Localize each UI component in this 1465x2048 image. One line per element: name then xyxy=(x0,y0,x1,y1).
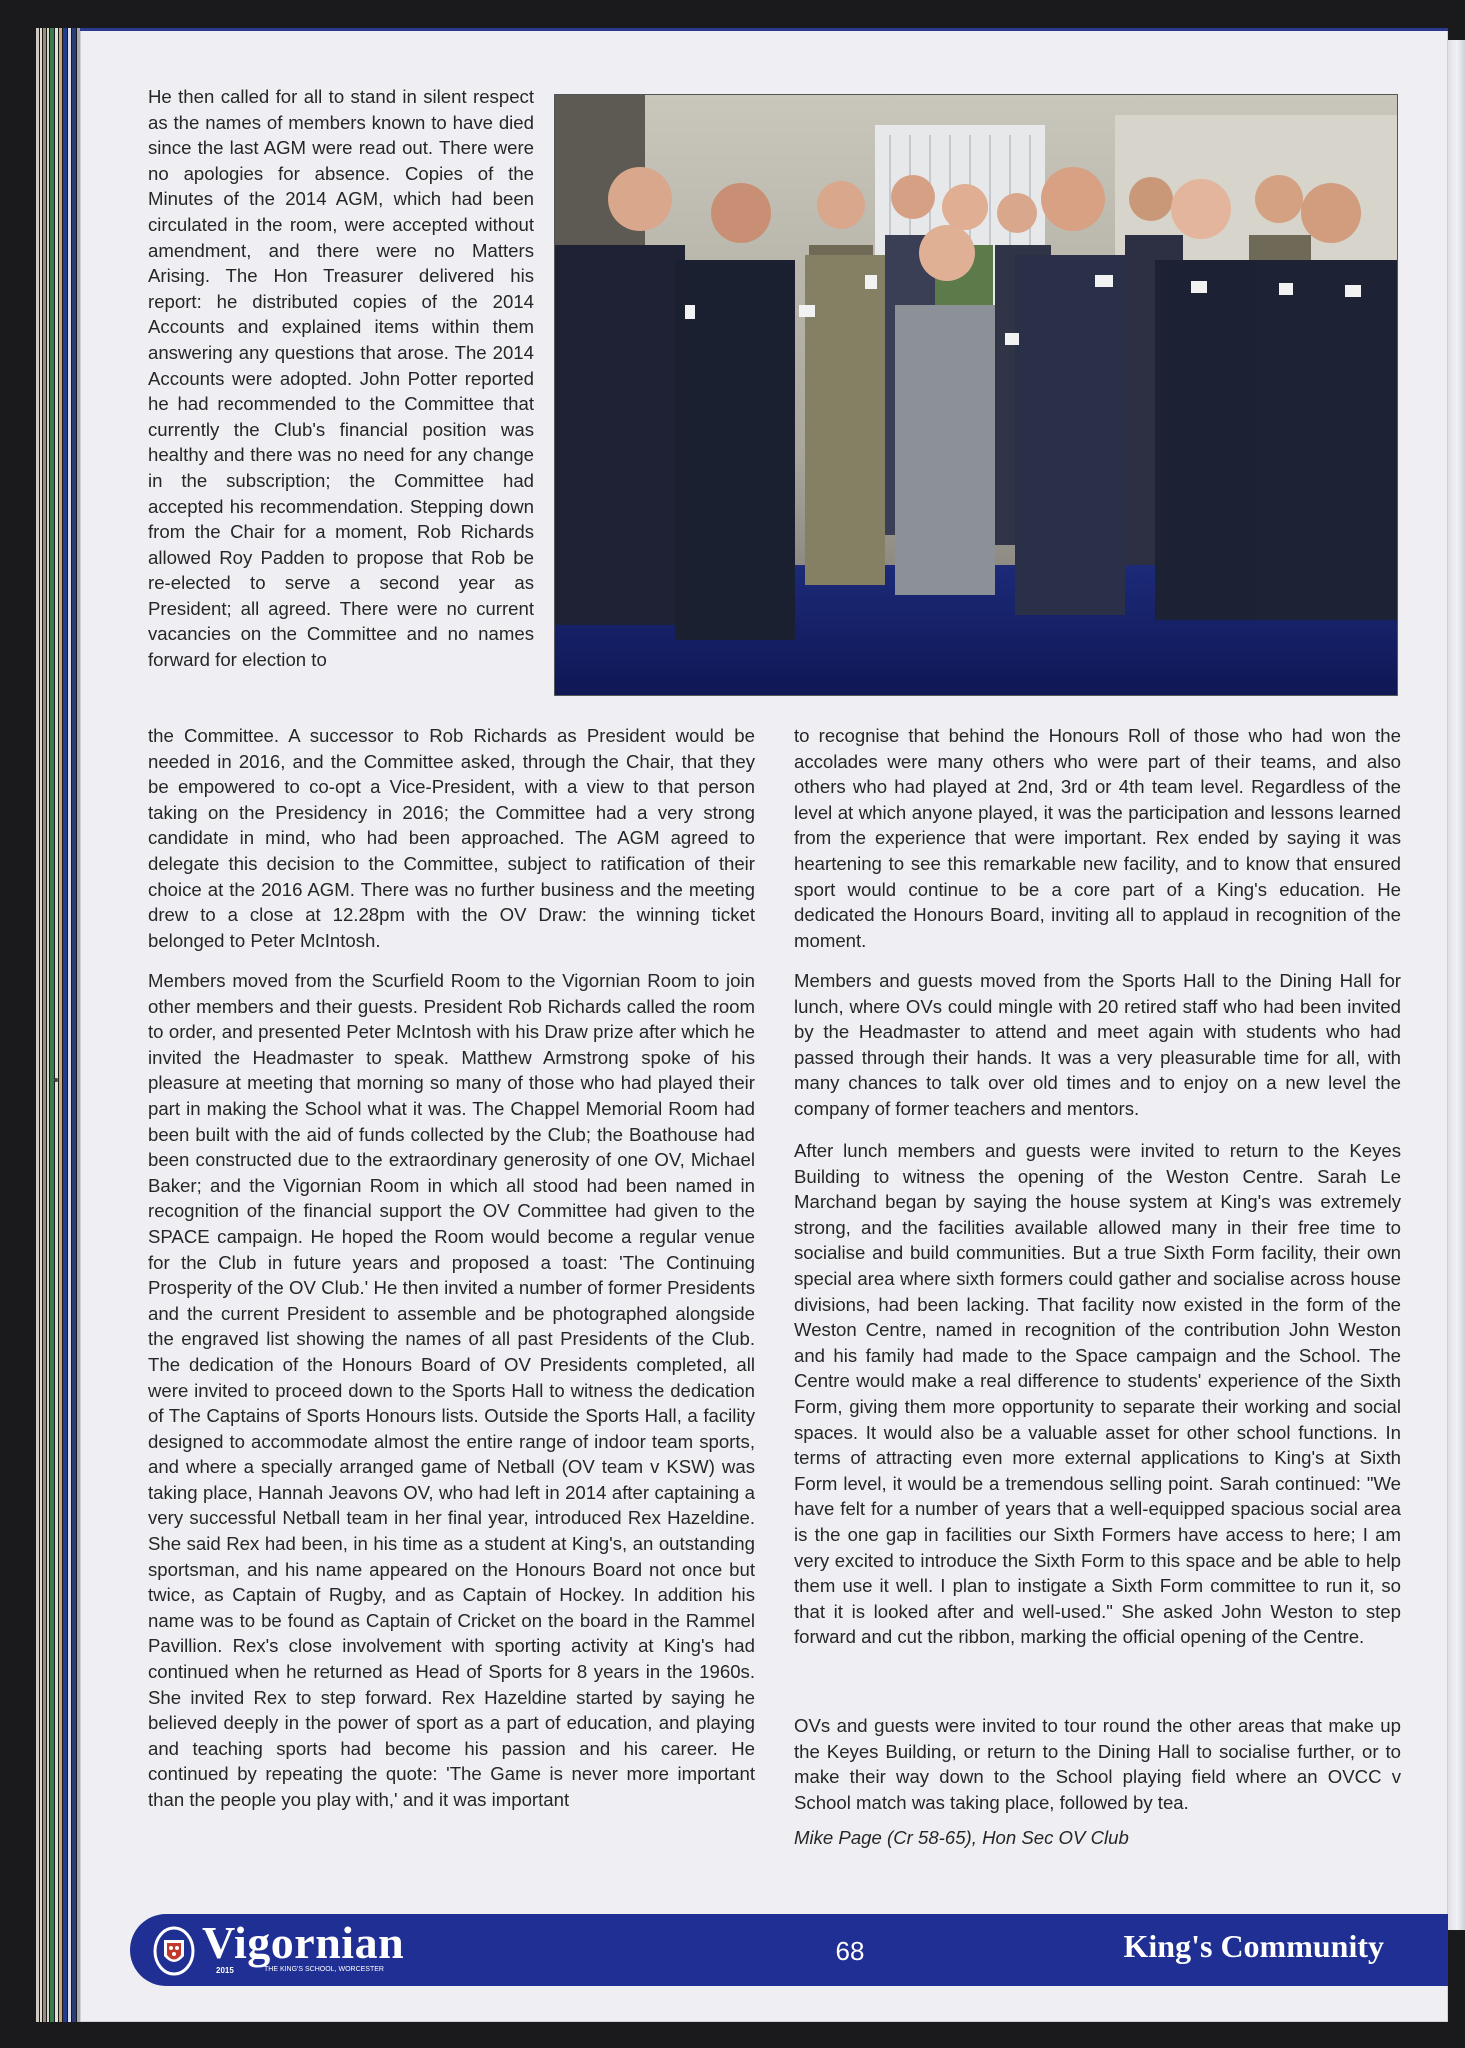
page-curl xyxy=(1445,40,1465,1930)
book-page-edges xyxy=(36,28,84,2022)
section-title: King's Community xyxy=(1123,1928,1384,1964)
paragraph-committee-succession: the Committee. A successor to Rob Richards as President would be needed in 2016, and the Committee asked, through the Chair, that they be empowered to co-opt a Vice-President, with a view to that person taking on the Presidency in 2016; the Committee had a very strong candidate in mind, who had been approached. The AGM agreed to delegate this decision to the Committee, subject to ratification of their choice at the 2016 AGM. There was no further business and the meeting drew to a close at 12.28pm with the OV Draw: the winning ticket belonged to Peter McIntosh. xyxy=(148,725,755,951)
top-rule xyxy=(80,28,1448,31)
paragraph-vigornian-room: Members moved from the Scurfield Room to the Vigornian Room to join other members and their guests. President Rob Richards called the room to order, and presented Peter McIntosh with his Draw prize after which he invited the Headmaster to speak. Matthew Armstrong spoke of his pleasure at meeting that morning so many of those who had played their part in making the School what it was. The Chappel Memorial Room had been built with the aid of funds collected by the Club; the Boathouse had been constructed due to the extraordinary generosity of one OV, Michael Baker; and the Vigornian Room in which all stood had been named in recognition of the financial support the OV Committee had given to the SPACE campaign. He hoped the Room would become a regular venue for the Club in future years and proposed a toast: 'The Continuing Prosperity of the OV Club.' He then invited a number of former Presidents and the current President to assemble and be photographed alongside the engraved list showing the names of all past Presidents of the Club. The dedication of the Honours Board of OV Presidents completed, all were invited to proceed down to the Sports Hall to witness the dedication of The Captains of Sports Honours lists. Outside the Sports Hall, a facility designed to accommodate almost the entire range of indoor team sports, and where a specially arranged game of Netball (OV team v KSW) was taking place, Hannah Jeavons OV, who had left in 2014 after captaining a very successful Netball team in her final year, introduced Rex Hazeldine. She said Rex had been, in his time as a student at King's, an outstanding sportsman, and his name appeared on the Honours Board not once but twice, as Captain of Rugby, and as Captain of Hockey. In addition his name was to be found as Captain of Cricket on the board in the Rammel Pavillion. Rex's close involvement with sporting activity at King's had continued when he returned as Head of Sports for 8 years in the 1960s. She invited Rex to step forward. Rex Hazeldine started by saying he believed deeply in the power of sport as a part of education, and playing and teaching sports had become his passion and his career. He continued by repeating the quote: 'The Game is never more important than the people you play with,' and it was important xyxy=(148,970,755,1810)
dust-speck xyxy=(54,1078,58,1082)
paragraph-agm-proceedings: He then called for all to stand in silent respect as the names of members known to have died since the last AGM were read out. There were no apologies for absence. Copies of the Minutes of the 2014 AGM, which had been circulated in the room, were accepted without amendment, and there were no Matters Arising. The Hon Treasurer delivered his report: he distributed copies of the 2014 Accounts and explained items within them answering any questions that arose. The 2014 Accounts were adopted. John Potter reported he had recommended to the Committee that currently the Club's financial position was healthy and there was no need for any change in the subscription; the Committee had accepted his recommendation. Stepping down from the Chair for a moment, Rob Richards allowed Roy Padden to propose that Rob be re-elected to serve a second year as President; all agreed. There were no current vacancies on the Committee and no names forward for election to xyxy=(148,86,534,671)
school-crest-icon xyxy=(152,1926,196,1976)
logo-subtitle: THE KING'S SCHOOL, WORCESTER xyxy=(264,1966,384,1973)
logo-year: 2015 xyxy=(216,1966,234,1975)
magazine-page xyxy=(80,28,1448,2022)
paragraph-weston-centre: After lunch members and guests were invited to return to the Keyes Building to witness the opening of the Weston Centre. Sarah Le Marchand began by saying the house system at King's was extremely strong, and the facilities available allowed many in their free time to socialise and build communities. But a true Sixth Form facility, their own special area where sixth formers could gather and socialise across house divisions, had been lacking. That facility now existed in the form of the Weston Centre, named in recognition of the contribution John Weston and his family had made to the Space campaign and the School. The Centre would make a real difference to students' experience of the Sixth Form, giving them more opportunity to separate their working and social spaces. It would also be a valuable asset for other school functions. In terms of attracting even more external applications to King's at Sixth Form level, it would be a tremendous selling point. Sarah continued: "We have felt for a number of years that a well-equipped spacious social area is the one gap in facilities our Sixth Formers have access to here; I am very excited to introduce the Sixth Form to this space and be able to help them use it well. I plan to instigate a Sixth Form committee to run it, so that it is looked after and well-used." She asked John Weston to step forward and cut the ribbon, marking the official opening of the Centre. xyxy=(794,1140,1401,1648)
group-photo xyxy=(554,94,1398,696)
paragraph-tour-keyes: OVs and guests were invited to tour round the other areas that make up the Keyes Building, or return to the Dining Hall to socialise further, or to make their way down to the School playing field where an OVCC v School match was taking place, followed by tea. xyxy=(794,1715,1401,1813)
paragraph-dining-hall: Members and guests moved from the Sports Hall to the Dining Hall for lunch, where OVs could mingle with 20 retired staff who had been invited by the Headmaster to attend and meet again with students who had passed through their hands. It was a very pleasurable time for all, with many chances to talk over old times and to enjoy on a new level the company of former teachers and mentors. xyxy=(794,970,1401,1119)
vigornian-logo-text: Vigornian xyxy=(202,1917,405,1968)
footer-band xyxy=(130,1914,1448,1986)
paragraph-honours-roll: to recognise that behind the Honours Roll of those who had won the accolades were many others who were part of their teams, and also others who had played at 2nd, 3rd or 4th team level. Regardless of the level at which anyone played, it was the participation and lessons learned from the experience that were important. Rex ended by saying it was heartening to see this remarkable new facility, and to know that ensured sport would continue to be a core part of a King's education. He dedicated the Honours Board, inviting all to applaud in recognition of the moment. xyxy=(794,725,1401,951)
page-number: 68 xyxy=(835,1936,865,1966)
author-signature: Mike Page (Cr 58-65), Hon Sec OV Club xyxy=(794,1827,1129,1848)
